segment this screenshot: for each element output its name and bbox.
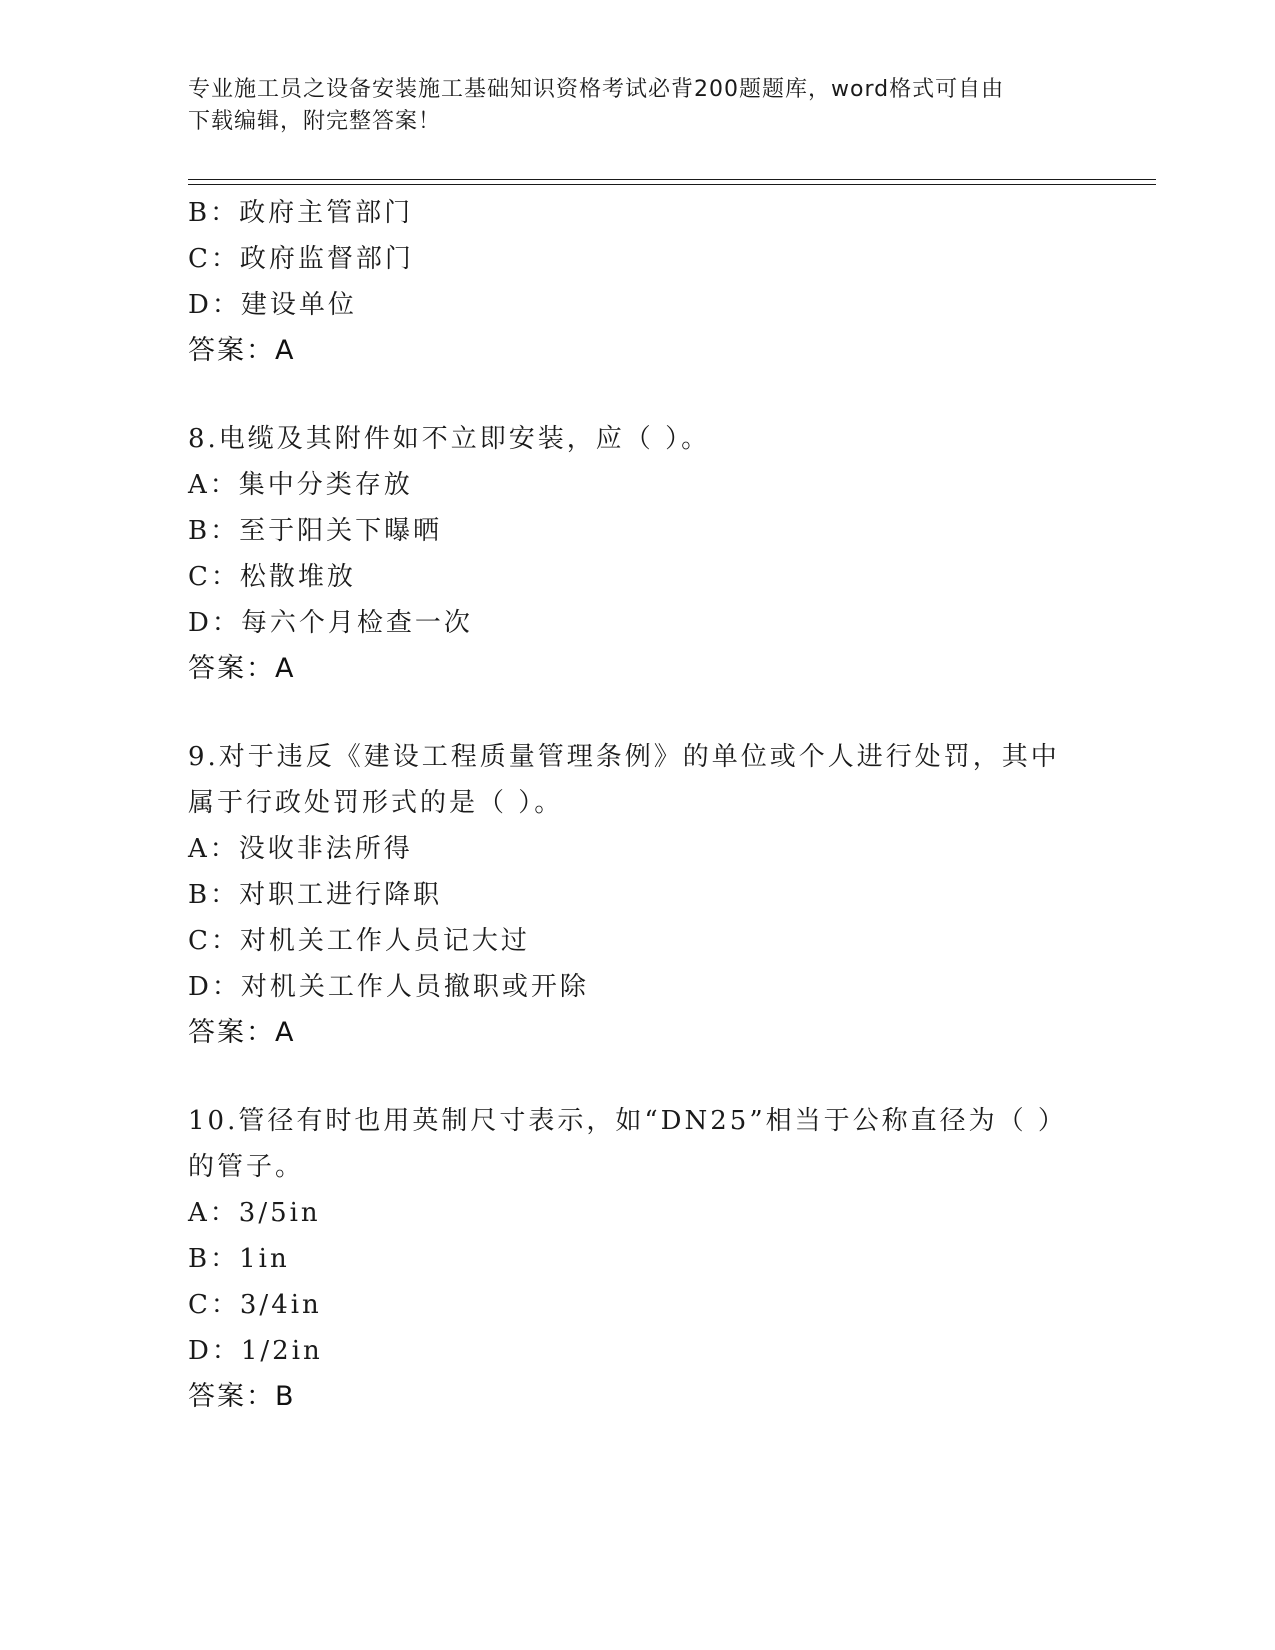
option-c: C：对机关工作人员记大过 — [188, 926, 530, 956]
header-line-1: 专业施工员之设备安装施工基础知识资格考试必背200题题库，word格式可自由 — [188, 77, 1005, 102]
question-text: 8.电缆及其附件如不立即安装，应（ ）。 — [188, 424, 711, 454]
header-line-2: 下载编辑，附完整答案！ — [188, 109, 442, 134]
question-content — [188, 190, 1068, 1420]
spacer — [188, 374, 1068, 416]
option-d: D：对机关工作人员撤职或开除 — [188, 972, 589, 1002]
question-text-line-1: 10.管径有时也用英制尺寸表示，如“DN25”相当于公称直径为（ ） — [188, 1106, 1067, 1136]
question-block-8 — [188, 416, 1068, 692]
spacer — [188, 1056, 1068, 1098]
answer-line: 答案：B — [188, 1381, 296, 1412]
question-text-line-1: 9.对于违反《建设工程质量管理条例》的单位或个人进行处罚，其中 — [188, 742, 1060, 772]
option-a: A：集中分类存放 — [188, 470, 413, 500]
question-block-prev — [188, 190, 1068, 374]
spacer — [188, 692, 1068, 734]
question-block-10 — [188, 1098, 1068, 1420]
option-d: D：1/2in — [188, 1336, 323, 1366]
option-a: A：3/5in — [188, 1198, 321, 1228]
question-text-line-2: 属于行政处罚形式的是（ ）。 — [188, 788, 564, 818]
question-text-line-2: 的管子。 — [188, 1152, 305, 1182]
answer-line: 答案：A — [188, 1017, 296, 1048]
option-b: B：至于阳关下曝晒 — [188, 516, 443, 546]
option-c: C：政府监督部门 — [188, 244, 414, 274]
answer-line: 答案：A — [188, 653, 296, 684]
header-divider-top — [188, 179, 1156, 180]
option-b: B：1in — [188, 1244, 290, 1274]
option-c: C：3/4in — [188, 1290, 322, 1320]
header-divider-bottom — [188, 184, 1156, 185]
option-a: A：没收非法所得 — [188, 834, 413, 864]
option-d: D：建设单位 — [188, 290, 357, 320]
question-block-9 — [188, 734, 1068, 1056]
option-d: D：每六个月检查一次 — [188, 608, 473, 638]
option-c: C：松散堆放 — [188, 562, 356, 592]
document-header-note — [188, 74, 1068, 138]
answer-line: 答案：A — [188, 335, 296, 366]
option-b: B：政府主管部门 — [188, 198, 414, 228]
option-b: B：对职工进行降职 — [188, 880, 443, 910]
